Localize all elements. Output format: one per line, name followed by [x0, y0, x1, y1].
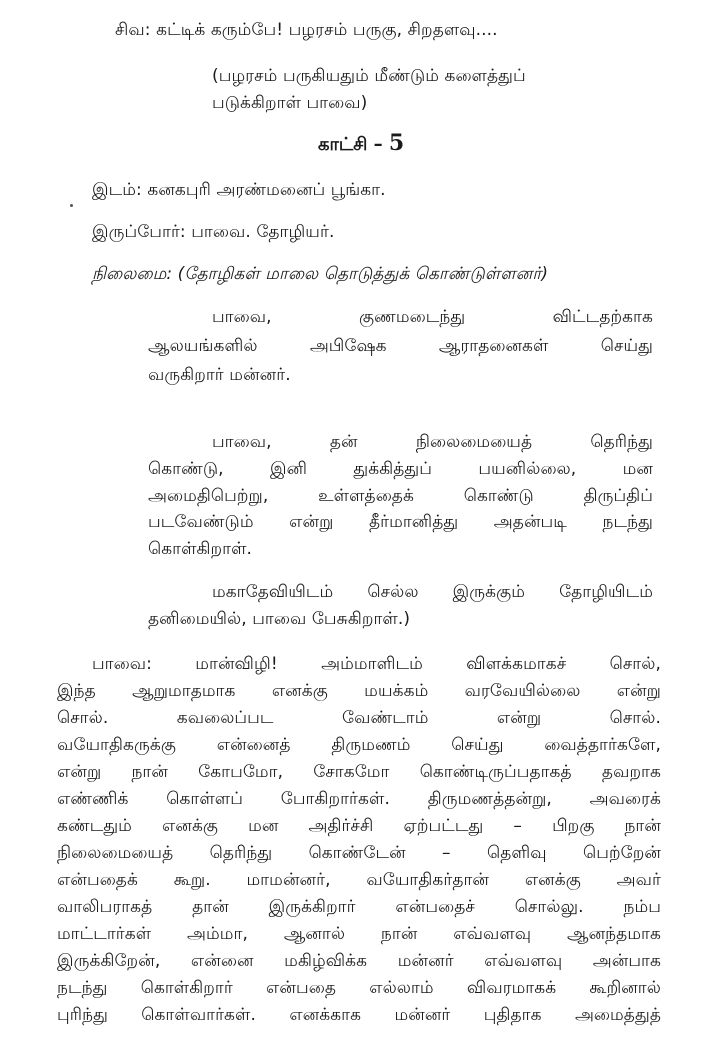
stage-direction-line: (பழரசம் பருகியதும் மீண்டும் களைத்துப் — [212, 66, 526, 86]
scene-heading-label: காட்சி – — [318, 134, 383, 155]
narration-line: மகாதேவியிடம் செல்ல இருக்கும் தோழியிடம் — [212, 582, 653, 602]
narration-line: பாவை, குணமடைந்து விட்டதற்காக — [212, 307, 653, 327]
dialogue-line: இருக்கிறேன், என்னை மகிழ்விக்க மன்னர் எவ்வளவு அன்பாக — [57, 951, 661, 971]
narration-line: தனிமையில், பாவை பேசுகிறாள்.) — [148, 609, 411, 629]
narration-line: வருகிறார் மன்னர். — [148, 365, 291, 385]
setting-characters: இருப்போர்: பாவை. தோழியர். — [92, 222, 335, 242]
dialogue-line: வாலிபராகத் தான் இருக்கிறார் என்பதைச் சொல்லு. நம்ப — [57, 897, 661, 917]
dialogue-line: மாட்டார்கள் அம்மா, ஆனால் நான் எவ்வளவு ஆனந்தமாக — [57, 924, 661, 944]
dialogue-line: கண்டதும் எனக்கு மன அதிர்ச்சி ஏற்பட்டது – பிறகு நான் — [57, 816, 661, 836]
dialogue-line: நடந்து கொள்கிறார் என்பதை எல்லாம் விவரமாகக் கூறினால் — [57, 978, 661, 998]
scene-number: 5 — [388, 130, 405, 156]
dialogue-line: சொல். கவலைப்பட வேண்டாம் என்று சொல். — [57, 708, 661, 728]
narration-line: படவேண்டும் என்று தீர்மானித்து அதன்படி நடந்து — [148, 512, 653, 532]
narration-line: கொண்டு, இனி துக்கித்துப் பயனில்லை, மன — [148, 459, 653, 479]
dialogue-line-siva: சிவ: கட்டிக் கரும்பே! பழரசம் பருகு, சிறதளவு.... — [115, 20, 498, 40]
scene-heading — [318, 132, 404, 156]
dialogue-line: என்பதைக் கூறு. மாமன்னர், வயோதிகர்தான் எனக்கு அவர் — [57, 870, 661, 890]
stage-direction-line: படுக்கிறாள் பாவை) — [212, 93, 368, 113]
dialogue-line: புரிந்து கொள்வார்கள். எனக்காக மன்னர் புதிதாக அமைத்துத் — [57, 1005, 661, 1025]
narration-line: கொள்கிறாள். — [148, 539, 253, 559]
scan-speck — [70, 204, 73, 207]
dialogue-line: எண்ணிக் கொள்ளப் போகிறார்கள். திருமணத்தன்று, அவரைக் — [57, 789, 661, 809]
narration-line: அமைதிபெற்று, உள்ளத்தைக் கொண்டு திருப்திப் — [148, 486, 653, 506]
setting-location: இடம்: கனகபுரி அரண்மனைப் பூங்கா. — [92, 180, 386, 200]
dialogue-line-paavai: பாவை: மான்விழி! அம்மாளிடம் விளக்கமாகச் சொல், — [92, 654, 661, 674]
setting-situation: நிலைமை: (தோழிகள் மாலை தொடுத்துக் கொண்டுள்ளனர்) — [92, 264, 549, 284]
dialogue-line: நிலைமையைத் தெரிந்து கொண்டேன் – தெளிவு பெற்றேன் — [57, 843, 661, 863]
dialogue-line: வயோதிகருக்கு என்னைத் திருமணம் செய்து வைத்தார்களே, — [57, 735, 661, 755]
narration-line: பாவை, தன் நிலைமையைத் தெரிந்து — [212, 432, 653, 452]
narration-line: ஆலயங்களில் அபிஷேக ஆராதனைகள் செய்து — [148, 336, 653, 356]
dialogue-line: என்று நான் கோபமோ, சோகமோ கொண்டிருப்பதாகத் தவறாக — [57, 762, 661, 782]
dialogue-line: இந்த ஆறுமாதமாக எனக்கு மயக்கம் வரவேயில்லை என்று — [57, 681, 661, 701]
